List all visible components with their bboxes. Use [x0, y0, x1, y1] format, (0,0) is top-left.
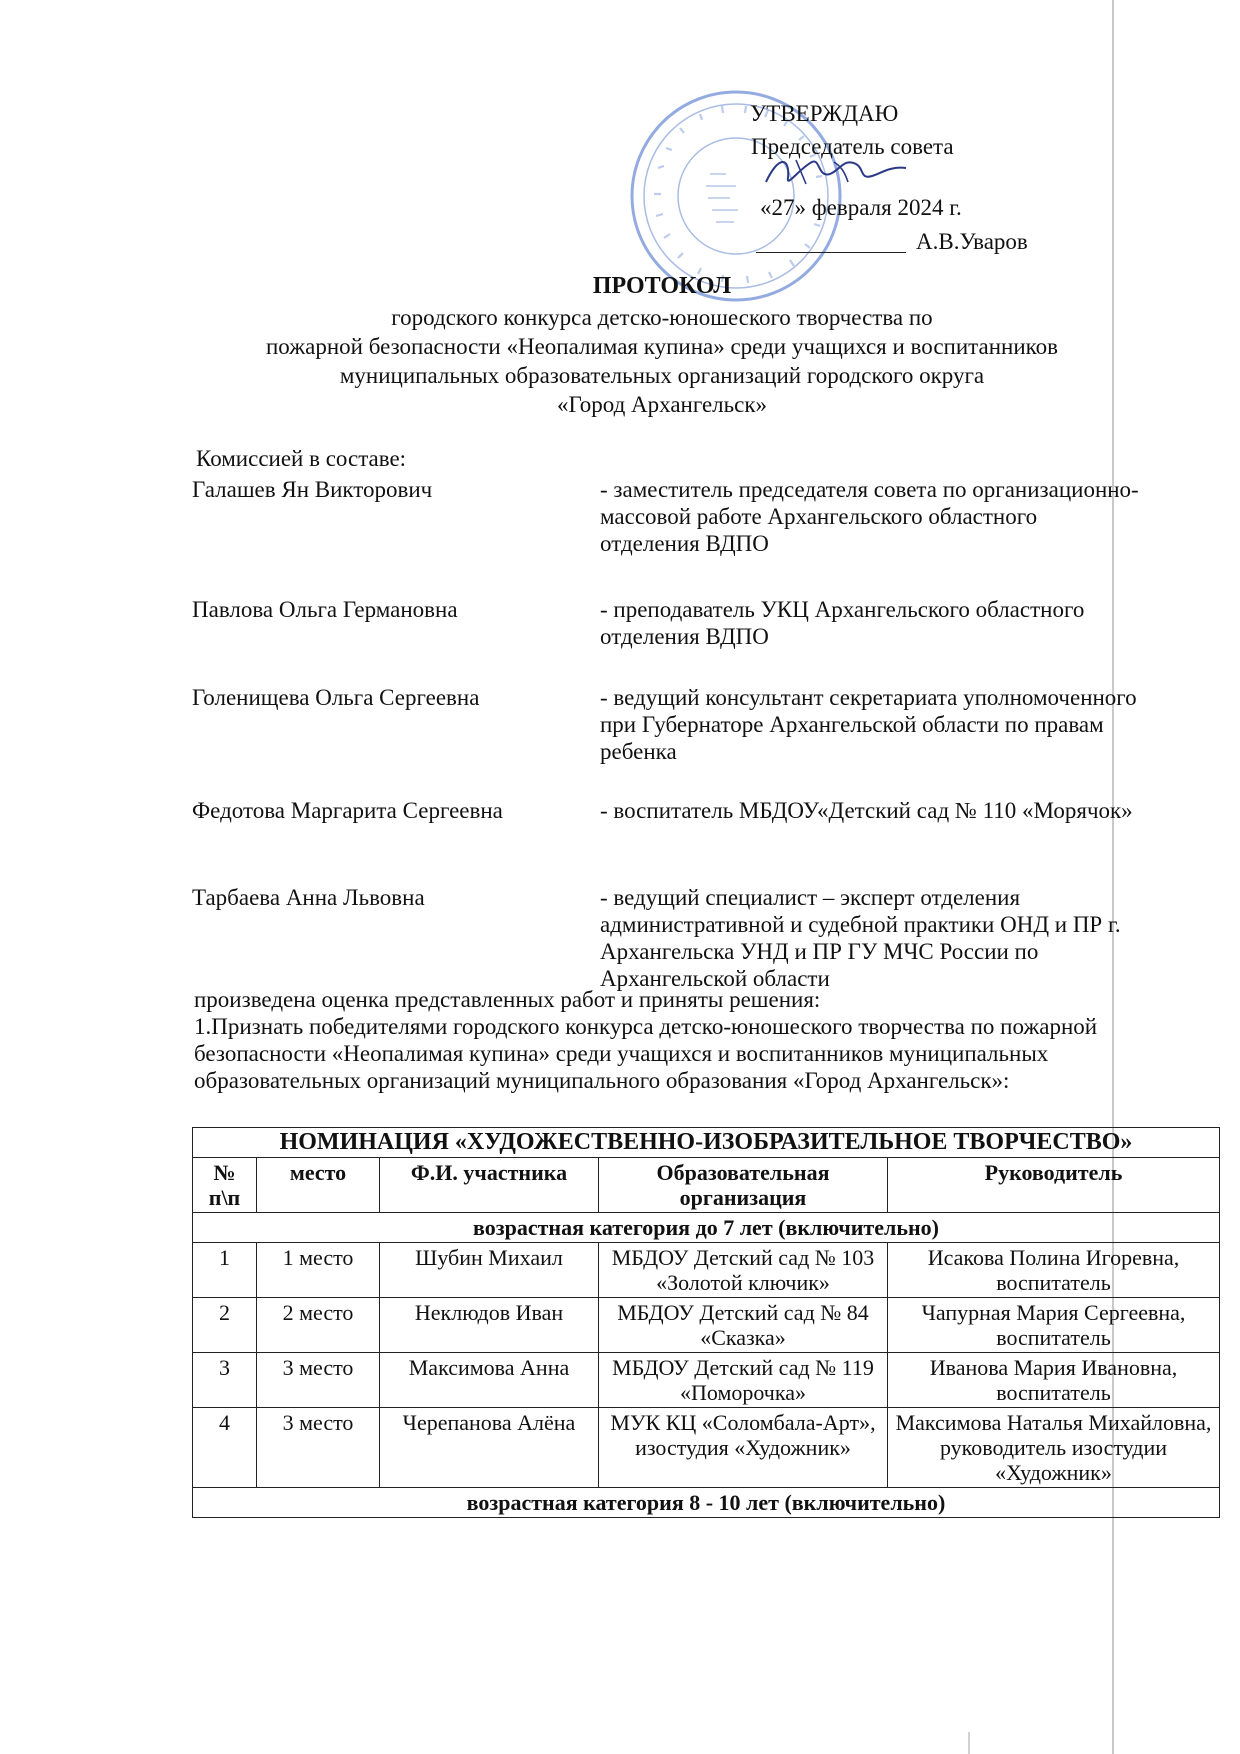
- cell-place: 3 место: [257, 1353, 380, 1408]
- protocol-subtitle-line-2: пожарной безопасности «Неопалимая купина» среди учащихся и воспитанников: [266, 334, 1058, 359]
- approval-signatory: А.В.Уваров: [916, 229, 1028, 254]
- cell-participant: Максимова Анна: [380, 1353, 599, 1408]
- approval-position: Председатель совета: [751, 134, 954, 159]
- category-row: [193, 1488, 1220, 1518]
- results-table: [192, 1127, 1220, 1518]
- cell-participant: Черепанова Алёна: [380, 1408, 599, 1488]
- cell-organization: МБДОУ Детский сад № 84 «Сказка»: [599, 1298, 888, 1353]
- category-label: возрастная категория до 7 лет (включительно): [193, 1213, 1220, 1243]
- member-role: - заместитель председателя совета по организационно-массовой работе Архангельского областного отделения ВДПО: [600, 477, 1139, 556]
- table-row: [193, 1353, 1220, 1408]
- cell-leader: Чапурная Мария Сергеевна, воспитатель: [888, 1298, 1220, 1353]
- decision-intro: произведена оценка представленных работ и приняты решения:: [194, 987, 821, 1012]
- protocol-header: [190, 272, 1134, 419]
- nomination-title: НОМИНАЦИЯ «ХУДОЖЕСТВЕННО-ИЗОБРАЗИТЕЛЬНОЕ ТВОРЧЕСТВО»: [193, 1128, 1220, 1158]
- table-row: [193, 1298, 1220, 1353]
- category-label: возрастная категория 8 - 10 лет (включительно): [193, 1488, 1220, 1518]
- cell-participant: Шубин Михаил: [380, 1243, 599, 1298]
- cell-organization: МБДОУ Детский сад № 119 «Поморочка»: [599, 1353, 888, 1408]
- table-row: [193, 1243, 1220, 1298]
- signature-underline: [756, 252, 906, 253]
- header-organization: Образовательная организация: [599, 1158, 888, 1213]
- member-role: - воспитатель МБДОУ«Детский сад № 110 «Морячок»: [600, 798, 1133, 823]
- table-header-row: [193, 1158, 1220, 1213]
- protocol-subtitle-line-4: «Город Архангельск»: [556, 392, 768, 417]
- category-row: [193, 1213, 1220, 1243]
- cell-participant: Неклюдов Иван: [380, 1298, 599, 1353]
- nomination-row: [193, 1128, 1220, 1158]
- protocol-subtitle-line-1: городского конкурса детско-юношеского творчества по: [391, 305, 933, 330]
- commission-heading: Комиссией в составе:: [196, 446, 407, 471]
- member-role: - преподаватель УКЦ Архангельского областного отделения ВДПО: [600, 597, 1085, 649]
- member-name: Федотова Маргарита Сергеевна: [192, 798, 503, 823]
- member-name: Галашев Ян Викторович: [192, 477, 433, 502]
- cell-number: 2: [193, 1298, 257, 1353]
- member-name: Тарбаева Анна Львовна: [192, 885, 425, 910]
- decision-text: [194, 986, 1134, 1094]
- cell-leader: Иванова Мария Ивановна, воспитатель: [888, 1353, 1220, 1408]
- approval-heading: УТВЕРЖДАЮ: [750, 101, 899, 126]
- header-participant: Ф.И. участника: [380, 1158, 599, 1213]
- cell-place: 3 место: [257, 1408, 380, 1488]
- member-role: - ведущий специалист – эксперт отделения административной и судебной практики ОНД и ПР г. Архангельска УНД и ПР ГУ МЧС России по Архангельской области: [600, 885, 1121, 991]
- member-role: - ведущий консультант секретариата уполномоченного при Губернаторе Архангельской области по правам ребенка: [600, 685, 1137, 764]
- header-place: место: [257, 1158, 380, 1213]
- header-number: № п\п: [193, 1158, 257, 1213]
- decision-item-1: 1.Признать победителями городского конкурса детско-юношеского творчества по пожарной безопасности «Неопалимая купина» среди учащихся и воспитанников муниципальных образовательных организаций муниципального образования «Город Архангельск»:: [194, 1014, 1098, 1093]
- cell-leader: Максимова Наталья Михайловна, руководитель изостудии «Художник»: [888, 1408, 1220, 1488]
- scan-artifact: [968, 1732, 970, 1754]
- cell-place: 1 место: [257, 1243, 380, 1298]
- member-name: Павлова Ольга Германовна: [192, 597, 458, 622]
- cell-number: 4: [193, 1408, 257, 1488]
- member-name: Голенищева Ольга Сергеевна: [192, 685, 480, 710]
- header-leader: Руководитель: [888, 1158, 1220, 1213]
- cell-number: 1: [193, 1243, 257, 1298]
- protocol-subtitle-line-3: муниципальных образовательных организаций городского округа: [339, 363, 985, 388]
- cell-number: 3: [193, 1353, 257, 1408]
- protocol-title: ПРОТОКОЛ: [592, 273, 732, 299]
- cell-organization: МУК КЦ «Соломбала-Арт», изостудия «Художник»: [599, 1408, 888, 1488]
- cell-place: 2 место: [257, 1298, 380, 1353]
- approval-date: «27» февраля 2024 г.: [760, 195, 962, 220]
- cell-leader: Исакова Полина Игоревна, воспитатель: [888, 1243, 1220, 1298]
- table-row: [193, 1408, 1220, 1488]
- cell-organization: МБДОУ Детский сад № 103 «Золотой ключик»: [599, 1243, 888, 1298]
